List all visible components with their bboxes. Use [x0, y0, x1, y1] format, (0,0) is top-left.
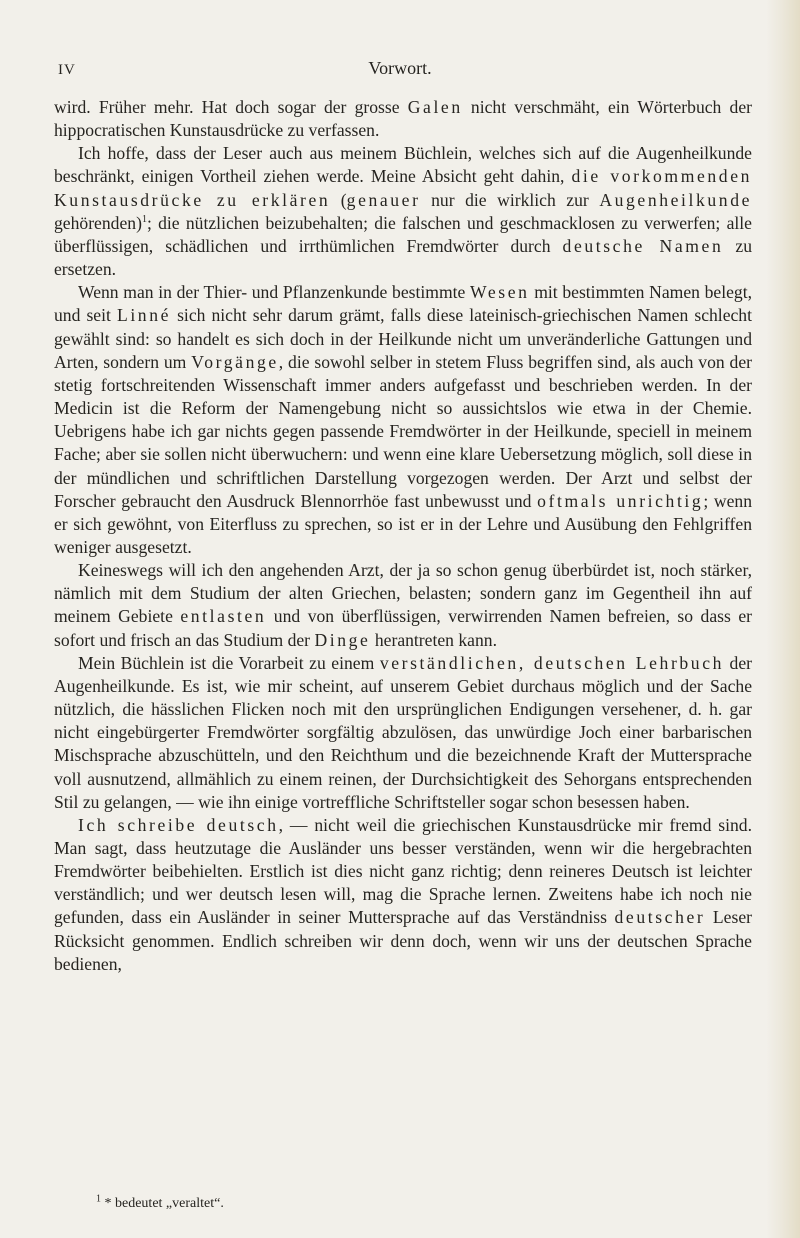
text-run: ; wenn er sich gewöhnt, von Eiterfluss zu sprechen, so ist er in der Lehre und Ausübung den Fehlgriffen weniger ausgesetzt.	[54, 490, 752, 557]
paragraph	[54, 281, 752, 559]
footnote-ref: 1	[141, 213, 147, 225]
text-run: Keineswegs will ich den angehenden Arzt, der ja so schon genug überbürdet ist, noch stärker, nämlich mit dem Studium der alten Griechen, belasten; sondern ganz im Gegentheil ihn auf meinem Gebiete	[54, 560, 752, 627]
page-header	[0, 58, 800, 86]
paragraph	[54, 559, 752, 652]
spaced-emphasis: Vorgänge	[191, 351, 279, 372]
text-run: Leser Rücksicht genommen. Endlich schreiben wir denn doch, wenn wir uns der deutschen Sprache bedienen,	[54, 907, 752, 974]
text-run: der Augenheilkunde. Es ist, wie mir scheint, auf unserem Gebiet durchaus möglich und der Sache nützlich, die hässlichen Flicken noch mit den ursprünglichen Endigungen versehener, d. h. gar nicht eingebürgerter Fremdwörter sorgfältig abzulösen, das unwürdige Joch einer barbarischen Mischsprache abzuschütteln, und den Reichthum und die bezeichnende Kraft der Muttersprache voll ausnutzend, allmählich zu einem reinen, der Durchsichtigkeit des Sehorgans entsprechenden Stil zu gelangen, — wie ihn einige vortreffliche Schriftsteller sogar schon besessen haben.	[54, 652, 752, 812]
text-run: wird. Früher mehr. Hat doch sogar der grosse	[54, 97, 408, 117]
spaced-emphasis: verständlichen, deutschen Lehrbuch	[379, 652, 725, 673]
text-run: nur die wirklich zur	[420, 189, 600, 210]
page-edge	[766, 0, 800, 1238]
spaced-emphasis: Galen	[407, 97, 463, 117]
text-run: (	[330, 189, 347, 210]
paragraph	[54, 814, 752, 976]
spaced-emphasis: Ich schreibe deutsch	[78, 814, 279, 835]
text-run: Wenn man in der Thier- und Pflanzenkunde bestimmte	[78, 282, 471, 303]
spaced-emphasis: die vorkommenden Kunstausdrücke zu erklären	[54, 166, 752, 210]
page-number: IV	[58, 62, 76, 78]
text-run: zu ersetzen.	[54, 235, 753, 280]
text-run: Mein Büchlein ist die Vorarbeit zu einem	[78, 652, 380, 673]
spaced-emphasis: Wesen	[470, 282, 530, 303]
text-run: Ich hoffe, dass der Leser auch aus meinem Büchlein, welches sich auf die Augenheilkunde beschränkt, einigen Vortheil ziehen werde. Meine Absicht geht dahin,	[54, 143, 752, 187]
text-run: nicht verschmäht, ein Wörterbuch der hippocratischen Kunstausdrücke zu verfassen.	[54, 97, 752, 141]
spaced-emphasis: deutscher	[614, 907, 706, 928]
text-run: ; die nützlichen beizubehalten; die falschen und geschmacklosen zu verwerfen; alle überflüssigen, schädlichen und irrthümlichen Fremdwörter durch	[54, 212, 752, 256]
footnote	[96, 1193, 224, 1212]
text-run: , — nicht weil die griechischen Kunstausdrücke mir fremd sind. Man sagt, dass heutzutage die Ausländer uns besser verständen, wenn wir die hergebrachten Fremdwörter beibehielten. Erstlich ist dies nicht ganz richtig; denn reineres Deutsch ist leichter verständlich; und wer deutsch lesen will, mag die Sprache lernen. Zweitens habe ich noch nie gefunden, dass ein Ausländer in seiner Muttersprache auf das Verständniss	[54, 814, 753, 928]
paragraph	[54, 652, 752, 814]
text-run: , die sowohl selber in stetem Fluss begriffen sind, als auch von der stetig fortschreitenden Wissenschaft immer anders aufgefasst und beschrieben werden. In der Medicin ist die Reform der Namengebung nicht so aussichtslos wie etwa in der Chemie. Uebrigens habe ich gar nichts gegen passende Fremdwörter in der Heilkunde, speciell in meinem Fache; aber sie sollen nicht überwuchern: und wenn eine klare Uebersetzung möglich, soll diese in der mündlichen und schriftlichen Darstellung vorgezogen werden. Der Arzt und selbst der Forscher gebraucht den Ausdruck Blennorrhöe fast unbewusst und	[54, 351, 753, 511]
text-run: herantreten kann.	[370, 629, 497, 650]
spaced-emphasis: Dinge	[314, 629, 371, 650]
spaced-emphasis: oftmals unrichtig	[537, 490, 704, 511]
text-run: und von überflüssigen, verwirrenden Namen befreien, so dass er sofort und frisch an das Studium der	[54, 606, 752, 650]
body-text	[54, 96, 752, 976]
paragraph	[54, 96, 752, 142]
footnote-marker: 1	[96, 1193, 101, 1205]
paragraph	[54, 142, 752, 281]
spaced-emphasis: Linné	[116, 305, 172, 326]
footnote-text: * bedeutet „veraltet“.	[104, 1196, 224, 1211]
spaced-emphasis: genauer	[346, 189, 421, 210]
spaced-emphasis: entlasten	[180, 606, 267, 627]
spaced-emphasis: Augenheilkunde	[599, 189, 752, 210]
running-title: Vorwort.	[368, 58, 432, 78]
spaced-emphasis: deutsche Namen	[562, 235, 724, 256]
text-run: sich nicht sehr darum grämt, falls diese lateinisch-griechischen Namen schlecht gewählt sind: so handelt es sich doch in der Heilkunde nicht um unveränderliche Gattungen und Arten, sondern um	[54, 305, 752, 372]
text-run: gehörenden)	[54, 212, 142, 233]
text-run: mit bestimmten Namen belegt, und seit	[54, 282, 752, 326]
